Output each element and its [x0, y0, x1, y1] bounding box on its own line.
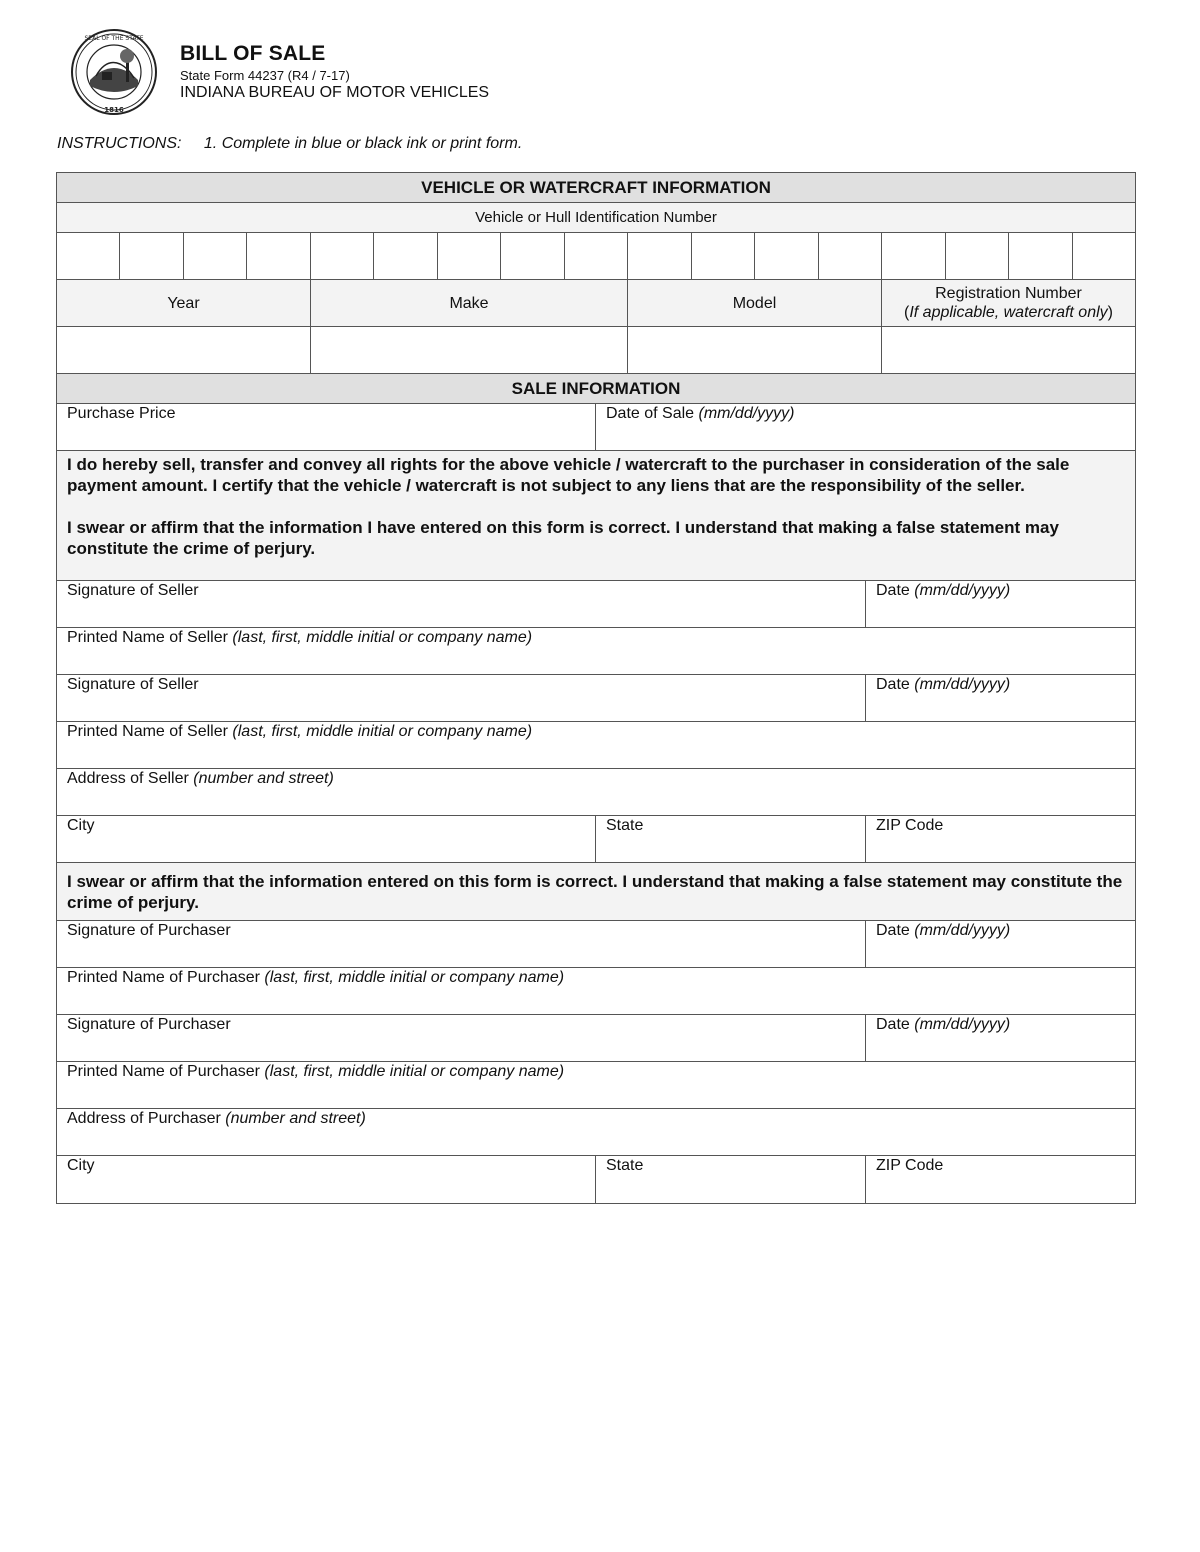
seller-zip-input[interactable] — [876, 836, 1125, 858]
vin-input-2[interactable] — [120, 233, 186, 281]
vin-boxes — [57, 233, 1135, 280]
purchaser-date-1-hint: (mm/dd/yyyy) — [914, 922, 1011, 939]
seller-signature-1-input[interactable] — [67, 601, 855, 623]
seller-signature-2-input[interactable] — [67, 695, 855, 717]
seller-address-hint: (number and street) — [193, 770, 334, 787]
purchaser-address-label: Address of Purchaser — [67, 1110, 226, 1127]
seller-printed-name-1-field[interactable] — [57, 628, 1135, 674]
purchaser-date-1-field[interactable] — [866, 921, 1135, 967]
purchaser-date-1-label: Date — [876, 922, 915, 939]
vin-input-17[interactable] — [1073, 233, 1139, 281]
purchaser-state-input[interactable] — [606, 1177, 855, 1199]
purchaser-date-2-field[interactable] — [866, 1015, 1135, 1061]
date-of-sale-input[interactable] — [606, 424, 1125, 446]
vin-input-15[interactable] — [946, 233, 1012, 281]
bill-of-sale-form — [56, 172, 1136, 1204]
instructions-text: 1. Complete in blue or black ink or print form. — [203, 135, 523, 152]
vin-input-16[interactable] — [1009, 233, 1075, 281]
form-number: State Form 44237 (R4 / 7-17) — [180, 68, 350, 83]
seller-address-row — [57, 769, 1135, 816]
year-label: Year — [57, 280, 311, 326]
seller-address-label: Address of Seller — [67, 770, 194, 787]
purchaser-state-field[interactable] — [596, 1156, 866, 1203]
purchaser-city-input[interactable] — [67, 1177, 585, 1199]
seller-statement — [57, 451, 1135, 581]
date-of-sale-field[interactable] — [596, 404, 1135, 450]
sale-section-header: SALE INFORMATION — [57, 374, 1135, 404]
purchaser-state-label: State — [606, 1157, 644, 1174]
purchaser-printed-name-row-1 — [57, 968, 1135, 1015]
purchaser-statement-text: I swear or affirm that the information entered on this form is correct. I understand that making a false statement may constitute the crime of perjury. — [67, 872, 1123, 912]
seller-zip-label: ZIP Code — [876, 817, 944, 834]
purchaser-signature-2-field[interactable] — [57, 1015, 866, 1061]
purchaser-date-1-input[interactable] — [876, 941, 1125, 963]
registration-number-input[interactable] — [882, 327, 1135, 373]
purchaser-signature-1-field[interactable] — [57, 921, 866, 967]
purchaser-printed-name-2-field[interactable] — [57, 1062, 1135, 1108]
purchaser-city-field[interactable] — [57, 1156, 596, 1203]
vin-box-16[interactable] — [1009, 233, 1072, 279]
purchaser-printed-name-2-input[interactable] — [67, 1082, 1125, 1104]
purchaser-statement — [57, 863, 1135, 921]
vin-box-4[interactable] — [247, 233, 310, 279]
vin-box-6[interactable] — [374, 233, 437, 279]
vin-box-5[interactable] — [311, 233, 374, 279]
instructions — [57, 135, 522, 153]
purchaser-address-field[interactable] — [57, 1109, 1135, 1155]
vin-input-9[interactable] — [565, 233, 631, 281]
purchaser-printed-name-1-label: Printed Name of Purchaser — [67, 969, 265, 986]
purchaser-printed-name-1-field[interactable] — [57, 968, 1135, 1014]
agency-name: INDIANA BUREAU OF MOTOR VEHICLES — [180, 84, 490, 101]
seller-date-2-field[interactable] — [866, 675, 1135, 721]
seller-printed-name-2-input[interactable] — [67, 742, 1125, 764]
vin-input-8[interactable] — [501, 233, 567, 281]
seller-signature-1-label: Signature of Seller — [67, 582, 199, 599]
vin-box-17[interactable] — [1073, 233, 1135, 279]
registration-label-text: Registration Number — [935, 285, 1082, 302]
seller-state-input[interactable] — [606, 836, 855, 858]
seller-signature-row-2 — [57, 675, 1135, 722]
price-date-row — [57, 404, 1135, 451]
seller-printed-name-1-label: Printed Name of Seller — [67, 629, 233, 646]
registration-note-open: ( — [904, 304, 910, 321]
purchaser-date-2-input[interactable] — [876, 1035, 1125, 1057]
year-field[interactable] — [57, 327, 311, 373]
purchaser-signature-1-label: Signature of Purchaser — [67, 922, 231, 939]
seller-printed-name-1-input[interactable] — [67, 648, 1125, 670]
purchaser-address-row — [57, 1109, 1135, 1156]
seller-signature-row-1 — [57, 581, 1135, 628]
purchaser-date-2-label: Date — [876, 1016, 915, 1033]
seller-signature-2-field[interactable] — [57, 675, 866, 721]
vin-box-10[interactable] — [628, 233, 691, 279]
seller-date-1-input[interactable] — [876, 601, 1125, 623]
purchaser-printed-name-1-input[interactable] — [67, 988, 1125, 1010]
vin-input-6[interactable] — [374, 233, 440, 281]
purchaser-date-2-hint: (mm/dd/yyyy) — [914, 1016, 1011, 1033]
purchaser-zip-label: ZIP Code — [876, 1157, 944, 1174]
vin-input-1[interactable] — [57, 233, 123, 281]
vin-input-5[interactable] — [311, 233, 377, 281]
seller-printed-name-2-hint: (last, first, middle initial or company name) — [232, 723, 533, 740]
purchaser-signature-1-input[interactable] — [67, 941, 855, 963]
vehicle-columns-header — [57, 280, 1135, 327]
seller-signature-2-label: Signature of Seller — [67, 676, 199, 693]
seller-printed-name-row-1 — [57, 628, 1135, 675]
seller-statement-p2: I swear or affirm that the information I have entered on this form is correct. I understand that making a false statement may constitute the crime of perjury. — [67, 518, 1059, 558]
vin-box-7[interactable] — [438, 233, 501, 279]
date-of-sale-hint: (mm/dd/yyyy) — [698, 405, 795, 422]
seller-printed-name-row-2 — [57, 722, 1135, 769]
date-of-sale-label: Date of Sale — [606, 405, 699, 422]
purchaser-city-state-zip-row — [57, 1156, 1135, 1203]
vin-box-1[interactable] — [57, 233, 120, 279]
model-label: Model — [628, 280, 882, 326]
vin-input-14[interactable] — [882, 233, 948, 281]
seller-date-2-input[interactable] — [876, 695, 1125, 717]
seller-signature-1-field[interactable] — [57, 581, 866, 627]
vin-input-13[interactable] — [819, 233, 885, 281]
registration-number-field[interactable] — [882, 327, 1135, 373]
purchaser-address-hint: (number and street) — [225, 1110, 366, 1127]
vehicle-section-header: VEHICLE OR WATERCRAFT INFORMATION — [57, 173, 1135, 203]
make-label: Make — [311, 280, 628, 326]
seller-address-input[interactable] — [67, 789, 1125, 811]
seller-zip-field[interactable] — [866, 816, 1135, 862]
vin-box-3[interactable] — [184, 233, 247, 279]
vin-box-13[interactable] — [819, 233, 882, 279]
purchase-price-label: Purchase Price — [67, 405, 176, 422]
seller-state-field[interactable] — [596, 816, 866, 862]
svg-text:1816: 1816 — [104, 106, 124, 114]
instructions-label: INSTRUCTIONS: — [57, 135, 182, 152]
registration-note: If applicable, watercraft only — [909, 304, 1108, 321]
seller-city-field[interactable] — [57, 816, 596, 862]
year-input[interactable] — [57, 327, 310, 373]
vin-input-3[interactable] — [184, 233, 250, 281]
purchase-price-input[interactable] — [67, 424, 585, 446]
purchaser-printed-name-2-label: Printed Name of Purchaser — [67, 1063, 265, 1080]
vin-box-11[interactable] — [692, 233, 755, 279]
purchaser-signature-2-label: Signature of Purchaser — [67, 1016, 231, 1033]
svg-text:SEAL OF THE STATE: SEAL OF THE STATE — [84, 35, 144, 42]
form-title: BILL OF SALE — [180, 42, 326, 65]
model-input[interactable] — [628, 327, 881, 373]
seller-city-input[interactable] — [67, 836, 585, 858]
seller-printed-name-1-hint: (last, first, middle initial or company name) — [232, 629, 533, 646]
form-header — [0, 0, 1200, 160]
purchase-price-field[interactable] — [57, 404, 596, 450]
vin-box-8[interactable] — [501, 233, 564, 279]
vin-input-10[interactable] — [628, 233, 694, 281]
registration-note-close: ) — [1107, 304, 1113, 321]
vin-box-9[interactable] — [565, 233, 628, 279]
seller-state-label: State — [606, 817, 644, 834]
purchaser-printed-name-row-2 — [57, 1062, 1135, 1109]
registration-number-label — [882, 280, 1135, 326]
purchaser-zip-input[interactable] — [876, 1177, 1125, 1199]
purchaser-address-input[interactable] — [67, 1129, 1125, 1151]
vin-input-12[interactable] — [755, 233, 821, 281]
vin-label: Vehicle or Hull Identification Number — [57, 203, 1135, 233]
model-field[interactable] — [628, 327, 882, 373]
seller-printed-name-2-field[interactable] — [57, 722, 1135, 768]
vin-box-12[interactable] — [755, 233, 818, 279]
purchaser-signature-row-2 — [57, 1015, 1135, 1062]
seller-date-2-hint: (mm/dd/yyyy) — [914, 676, 1011, 693]
make-field[interactable] — [311, 327, 628, 373]
seller-city-state-zip-row — [57, 816, 1135, 863]
seller-date-1-label: Date — [876, 582, 915, 599]
state-seal-icon — [70, 28, 158, 116]
vin-input-7[interactable] — [438, 233, 504, 281]
purchaser-printed-name-2-hint: (last, first, middle initial or company name) — [264, 1063, 565, 1080]
seller-printed-name-2-label: Printed Name of Seller — [67, 723, 233, 740]
seller-date-2-label: Date — [876, 676, 915, 693]
purchaser-city-label: City — [67, 1157, 95, 1174]
vin-box-15[interactable] — [946, 233, 1009, 279]
seller-city-label: City — [67, 817, 95, 834]
vin-input-11[interactable] — [692, 233, 758, 281]
purchaser-printed-name-1-hint: (last, first, middle initial or company name) — [264, 969, 565, 986]
vin-input-4[interactable] — [247, 233, 313, 281]
make-input[interactable] — [311, 327, 627, 373]
seller-date-1-hint: (mm/dd/yyyy) — [914, 582, 1011, 599]
purchaser-zip-field[interactable] — [866, 1156, 1135, 1203]
purchaser-signature-row-1 — [57, 921, 1135, 968]
vin-box-14[interactable] — [882, 233, 945, 279]
seller-statement-p1: I do hereby sell, transfer and convey all rights for the above vehicle / watercraft to the purchaser in consideration of the sale payment amount. I certify that the vehicle / watercraft is not subject to any liens that are the responsibility of the seller. — [67, 455, 1070, 495]
vin-box-2[interactable] — [120, 233, 183, 279]
purchaser-signature-2-input[interactable] — [67, 1035, 855, 1057]
seller-address-field[interactable] — [57, 769, 1135, 815]
seller-date-1-field[interactable] — [866, 581, 1135, 627]
vehicle-columns-values — [57, 327, 1135, 374]
